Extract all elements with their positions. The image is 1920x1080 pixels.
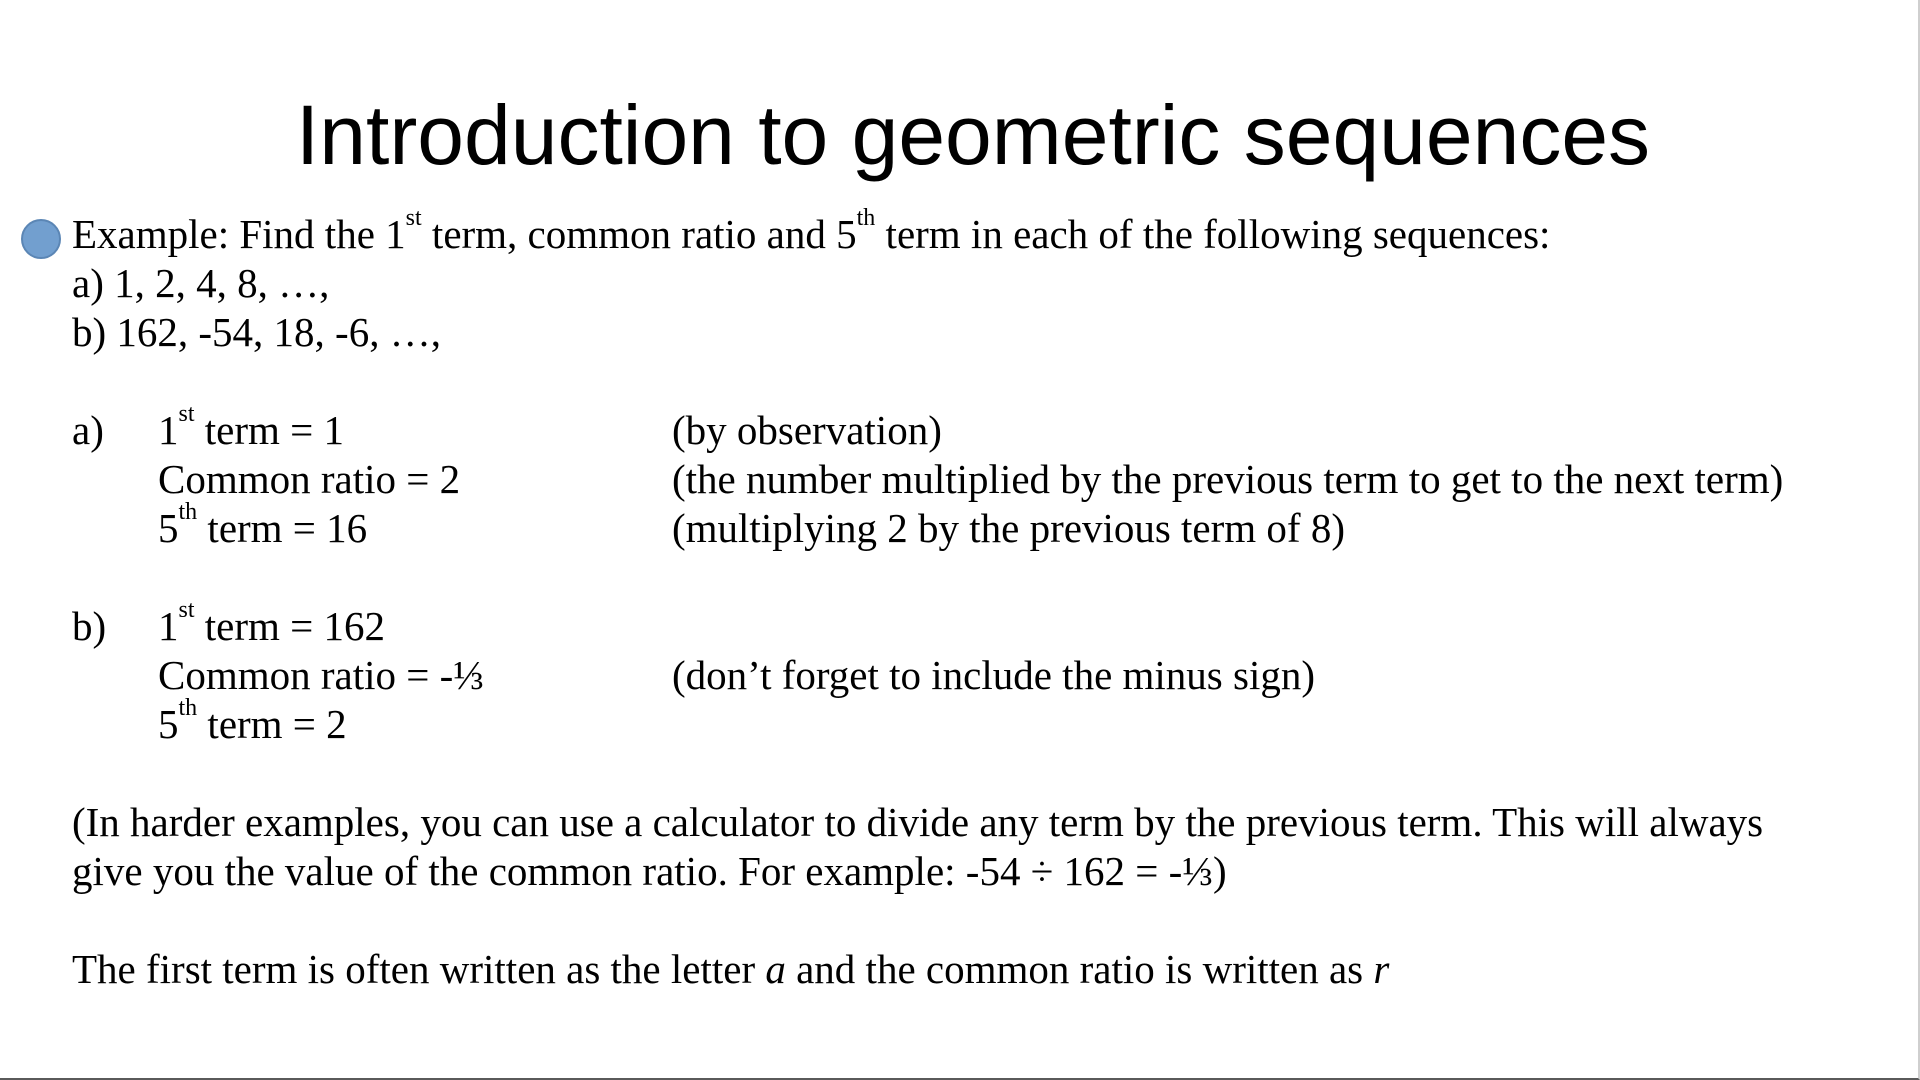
part-a-label: a) <box>72 407 104 453</box>
example-text-end: term in each of the following sequences: <box>875 211 1551 257</box>
variable-r: r <box>1373 946 1390 992</box>
example-text-start: Example: Find the 1 <box>72 211 406 257</box>
example-line <box>72 205 1912 259</box>
bullet-icon <box>21 219 61 259</box>
part-a-first-term-row <box>72 401 1912 455</box>
part-a-common-ratio: Common ratio = 2 <box>158 456 461 502</box>
part-b-ratio-row <box>72 651 1912 700</box>
slide-body <box>72 205 1912 994</box>
part-a-first-term: 1st term = 1 <box>158 401 345 453</box>
superscript-th: th <box>856 205 876 231</box>
part-b-first-term-row <box>72 597 1912 651</box>
part-b-label: b) <box>72 603 107 649</box>
harder-examples-line-1: (In harder examples, you can use a calculator to divide any term by the previous term. This will always <box>72 799 1764 845</box>
part-a-first-term-note: (by observation) <box>672 407 942 453</box>
part-a-ratio-row <box>72 455 1912 504</box>
variable-a: a <box>765 946 786 992</box>
harder-examples-line-2: give you the value of the common ratio. For example: -54 ÷ 162 = -⅓) <box>72 848 1227 894</box>
example-text-middle: term, common ratio and 5 <box>421 211 857 257</box>
slide-title: Introduction to geometric sequences <box>295 88 1651 182</box>
part-b-fifth-term: 5th term = 2 <box>158 695 347 747</box>
part-a-ratio-note: (the number multiplied by the previous term to get to the next term) <box>672 456 1784 502</box>
part-a-fifth-term-row <box>72 499 1912 553</box>
part-a-fifth-term: 5th term = 16 <box>158 499 368 551</box>
sequence-a: a) 1, 2, 4, 8, …, <box>72 260 330 306</box>
part-b-common-ratio: Common ratio = -⅓ <box>158 652 485 698</box>
part-b-fifth-term-row <box>72 695 1912 749</box>
part-b-ratio-note: (don’t forget to include the minus sign) <box>672 652 1316 698</box>
part-a-fifth-term-note: (multiplying 2 by the previous term of 8) <box>672 505 1345 551</box>
notation-line: The first term is often written as the letter a and the common ratio is written as r <box>72 946 1390 992</box>
superscript-st: st <box>405 205 422 231</box>
part-b-first-term: 1st term = 162 <box>158 597 386 649</box>
sequence-b: b) 162, -54, 18, -6, …, <box>72 309 441 355</box>
